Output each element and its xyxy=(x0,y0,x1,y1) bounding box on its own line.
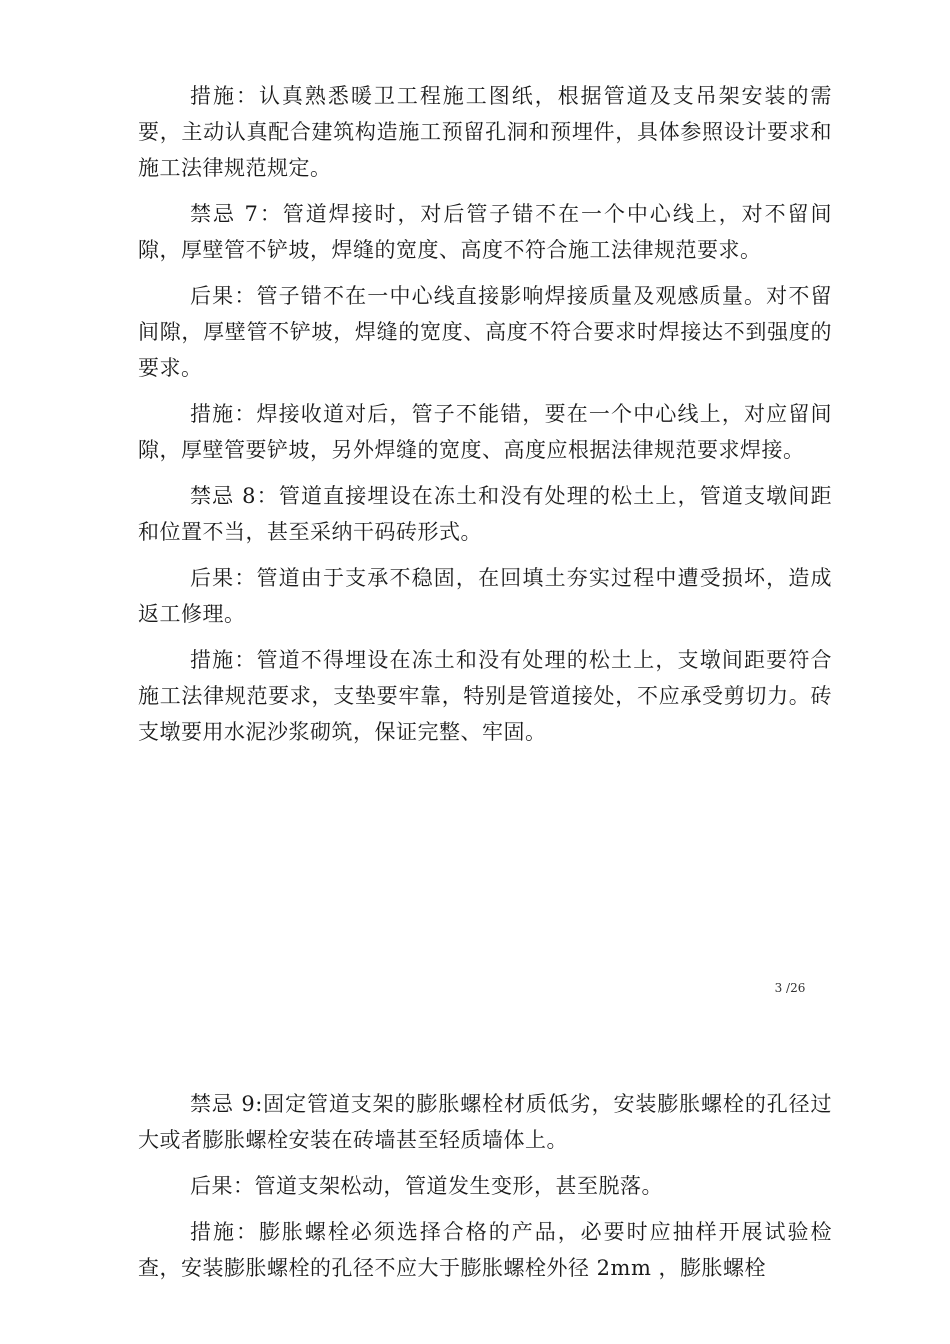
paragraph-taboo-7: 禁忌 7：管道焊接时，对后管子错不在一个中心线上，对不留间隙，厚壁管不铲坡，焊缝的宽度、高度不符合施工法律规范要求。 xyxy=(138,202,832,262)
paragraph-taboo-9: 禁忌 9:固定管道支架的膨胀螺栓材质低劣，安装膨胀螺栓的孔径过大或者膨胀螺栓安装在砖墙甚至轻质墙体上。 xyxy=(138,1092,832,1152)
page-number: 3 /26 xyxy=(774,981,806,995)
paragraph-measure-8: 措施：管道不得埋设在冻土和没有处理的松土上，支墩间距要符合施工法律规范要求，支垫要牢靠，特别是管道接处，不应承受剪切力。砖支墩要用水泥沙浆砌筑，保证完整、牢固。 xyxy=(138,648,832,744)
paragraph-measure-1: 措施：认真熟悉暖卫工程施工图纸，根据管道及支吊架安装的需要，主动认真配合建筑构造施工预留孔洞和预埋件，具体参照设计要求和施工法律规范规定。 xyxy=(138,84,832,180)
paragraph-consequence-7: 后果：管子错不在一中心线直接影响焊接质量及观感质量。对不留间隙，厚壁管不铲坡，焊缝的宽度、高度不符合要求时焊接达不到强度的要求。 xyxy=(138,284,832,380)
paragraph-consequence-8: 后果：管道由于支承不稳固，在回填土夯实过程中遭受损坏，造成返工修理。 xyxy=(138,566,832,626)
paragraph-consequence-9: 后果：管道支架松动，管道发生变形，甚至脱落。 xyxy=(190,1174,663,1198)
page-top-content xyxy=(138,78,832,760)
page-bottom-content xyxy=(138,1086,832,1296)
paragraph-taboo-8: 禁忌 8：管道直接埋设在冻土和没有处理的松土上，管道支墩间距和位置不当，甚至采纳干码砖形式。 xyxy=(138,484,832,544)
paragraph-measure-9: 措施：膨胀螺栓必须选择合格的产品，必要时应抽样开展试验检查，安装膨胀螺栓的孔径不应大于膨胀螺栓外径 2mm ，膨胀螺栓 xyxy=(138,1220,832,1280)
paragraph-measure-7: 措施：焊接收道对后，管子不能错，要在一个中心线上，对应留间隙，厚壁管要铲坡，另外焊缝的宽度、高度应根据法律规范要求焊接。 xyxy=(138,402,832,462)
